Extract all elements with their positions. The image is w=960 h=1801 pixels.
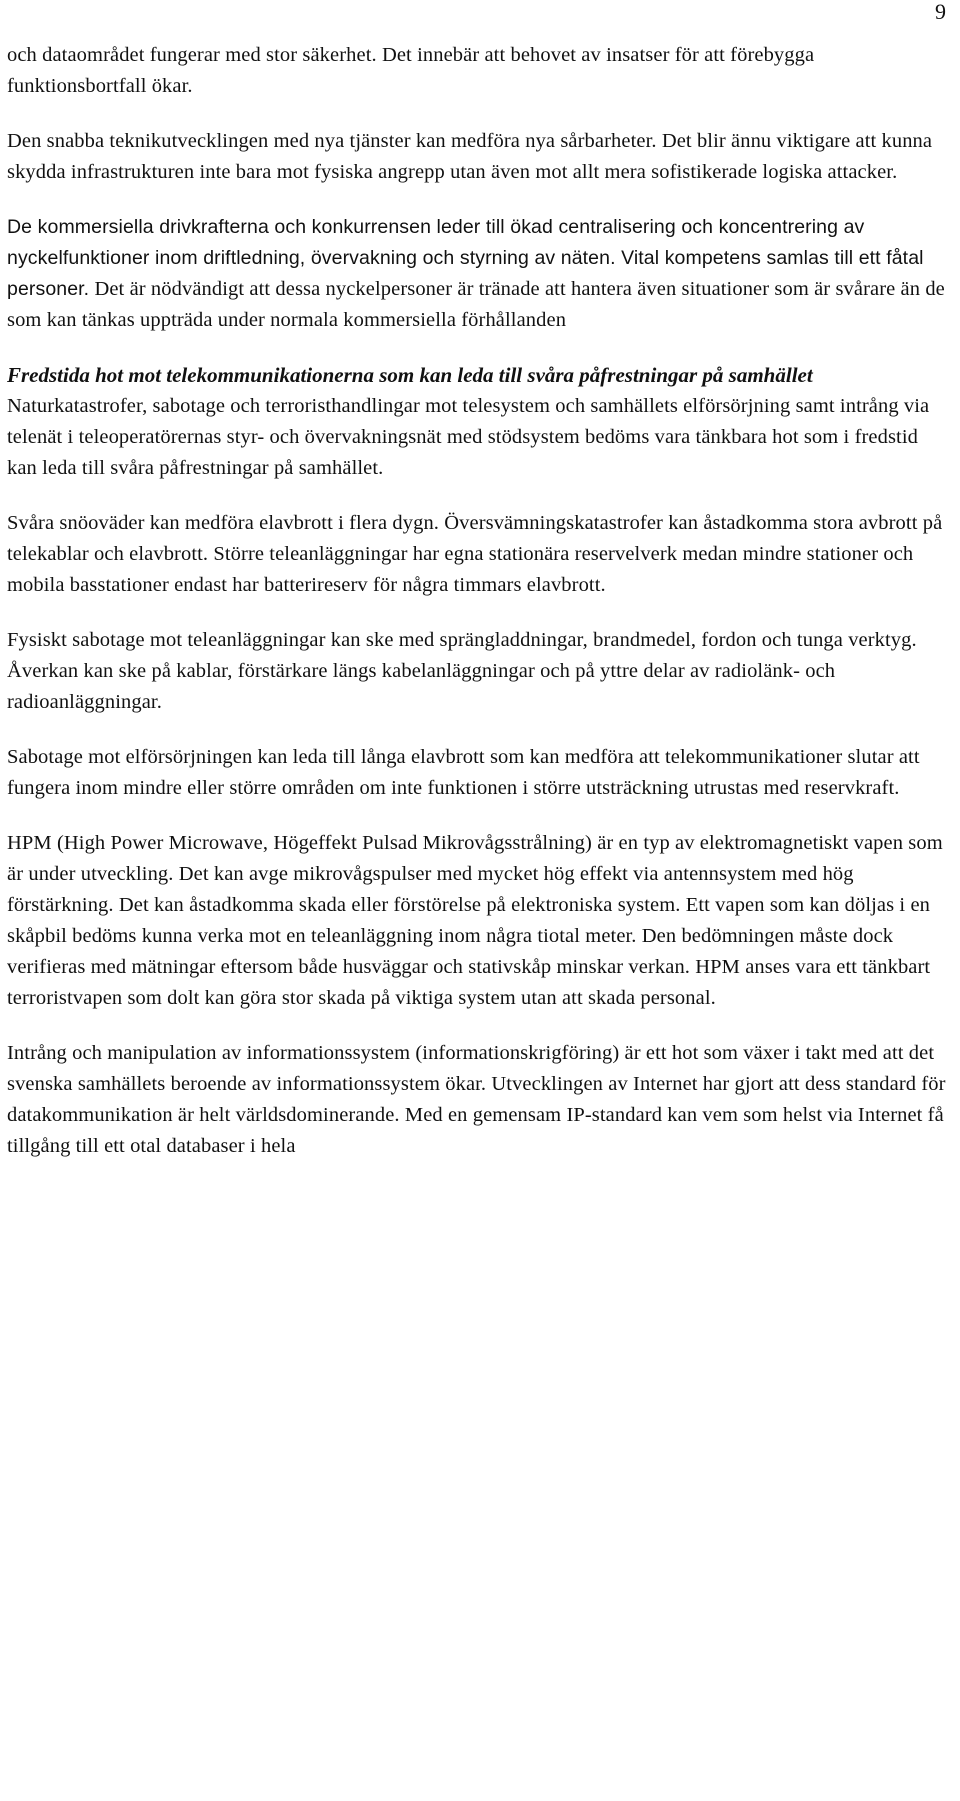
paragraph: Naturkatastrofer, sabotage och terroristhandlingar mot telesystem och samhällets elförsörjning samt intrång via telenät i teleoperatörernas styr- och övervakningsnät med stödsystem bedöms vara tänkbara hot som i fredstid kan leda till svåra påfrestningar på samhället. <box>7 395 930 479</box>
paragraph-serif-part: Det är nödvändigt att dessa nyckelpersoner är tränade att hantera även situationer som är svårare än de som kan tänkas uppträda under normala kommersiella förhållanden <box>7 278 945 331</box>
paragraph: och dataområdet fungerar med stor säkerhet. Det innebär att behovet av insatser för att förebygga funktionsbortfall ökar. <box>7 44 815 97</box>
page-number: 9 <box>935 0 946 24</box>
paragraph: Svåra snöoväder kan medföra elavbrott i flera dygn. Översvämningskatastrofer kan åstadkomma stora avbrott på telekablar och elavbrott. Större teleanläggningar har egna stationära reservelverk medan mindre stationer och mobila basstationer endast har batterireserv för några timmars elavbrott. <box>7 512 943 596</box>
paragraph-sans-part: De kommersiella drivkrafterna och konkurrensen leder till ökad centralisering och koncentrering av nyckelfunktioner inom driftledning, övervakning och styrning av näten. Vital kompetens samlas till ett fåtal personer. <box>7 216 924 300</box>
paragraph: Den snabba teknikutvecklingen med nya tjänster kan medföra nya sårbarheter. Det blir ännu viktigare att kunna skydda infrastrukturen inte bara mot fysiska angrepp utan även mot allt mera sofistikerade logiska attacker. <box>7 130 933 183</box>
document-body <box>7 40 949 1186</box>
paragraph: Sabotage mot elförsörjningen kan leda till långa elavbrott som kan medföra att telekommunikationer slutar att fungera inom mindre eller större områden om inte funktionen i större utsträckning utrustas med reservkraft. <box>7 746 920 799</box>
paragraph: Intrång och manipulation av informationssystem (informationskrigföring) är ett hot som växer i takt med att det svenska samhällets beroende av informationssystem ökar. Utvecklingen av Internet har gjort att dess standard för datakommunikation är helt världsdominerande. Med en gemensam IP-standard kan vem som helst via Internet få tillgång till ett otal databaser i hela <box>7 1042 946 1157</box>
section-heading: Fredstida hot mot telekommunikationerna som kan leda till svåra påfrestningar på samhället <box>7 363 813 387</box>
paragraph <box>7 212 949 336</box>
paragraph: Fysiskt sabotage mot teleanläggningar kan ske med sprängladdningar, brandmedel, fordon och tunga verktyg. Åverkan kan ske på kablar, förstärkare längs kabelanläggningar och på yttre delar av radiolänk- och radioanläggningar. <box>7 629 917 713</box>
paragraph: HPM (High Power Microwave, Högeffekt Pulsad Mikrovågsstrålning) är en typ av elektromagnetiskt vapen som är under utveckling. Det kan avge mikrovågspulser med mycket hög effekt via antennsystem med hög förstärkning. Det kan åstadkomma skada eller förstörelse på elektroniska system. Ett vapen som kan döljas i en skåpbil bedöms kunna verka mot en teleanläggning inom några tiotal meter. Den bedömningen måste dock verifieras med mätningar eftersom både husväggar och stativskåp minskar verkan. HPM anses vara ett tänkbart terroristvapen som dolt kan göra stor skada på viktiga system utan att skada personal. <box>7 832 943 1009</box>
